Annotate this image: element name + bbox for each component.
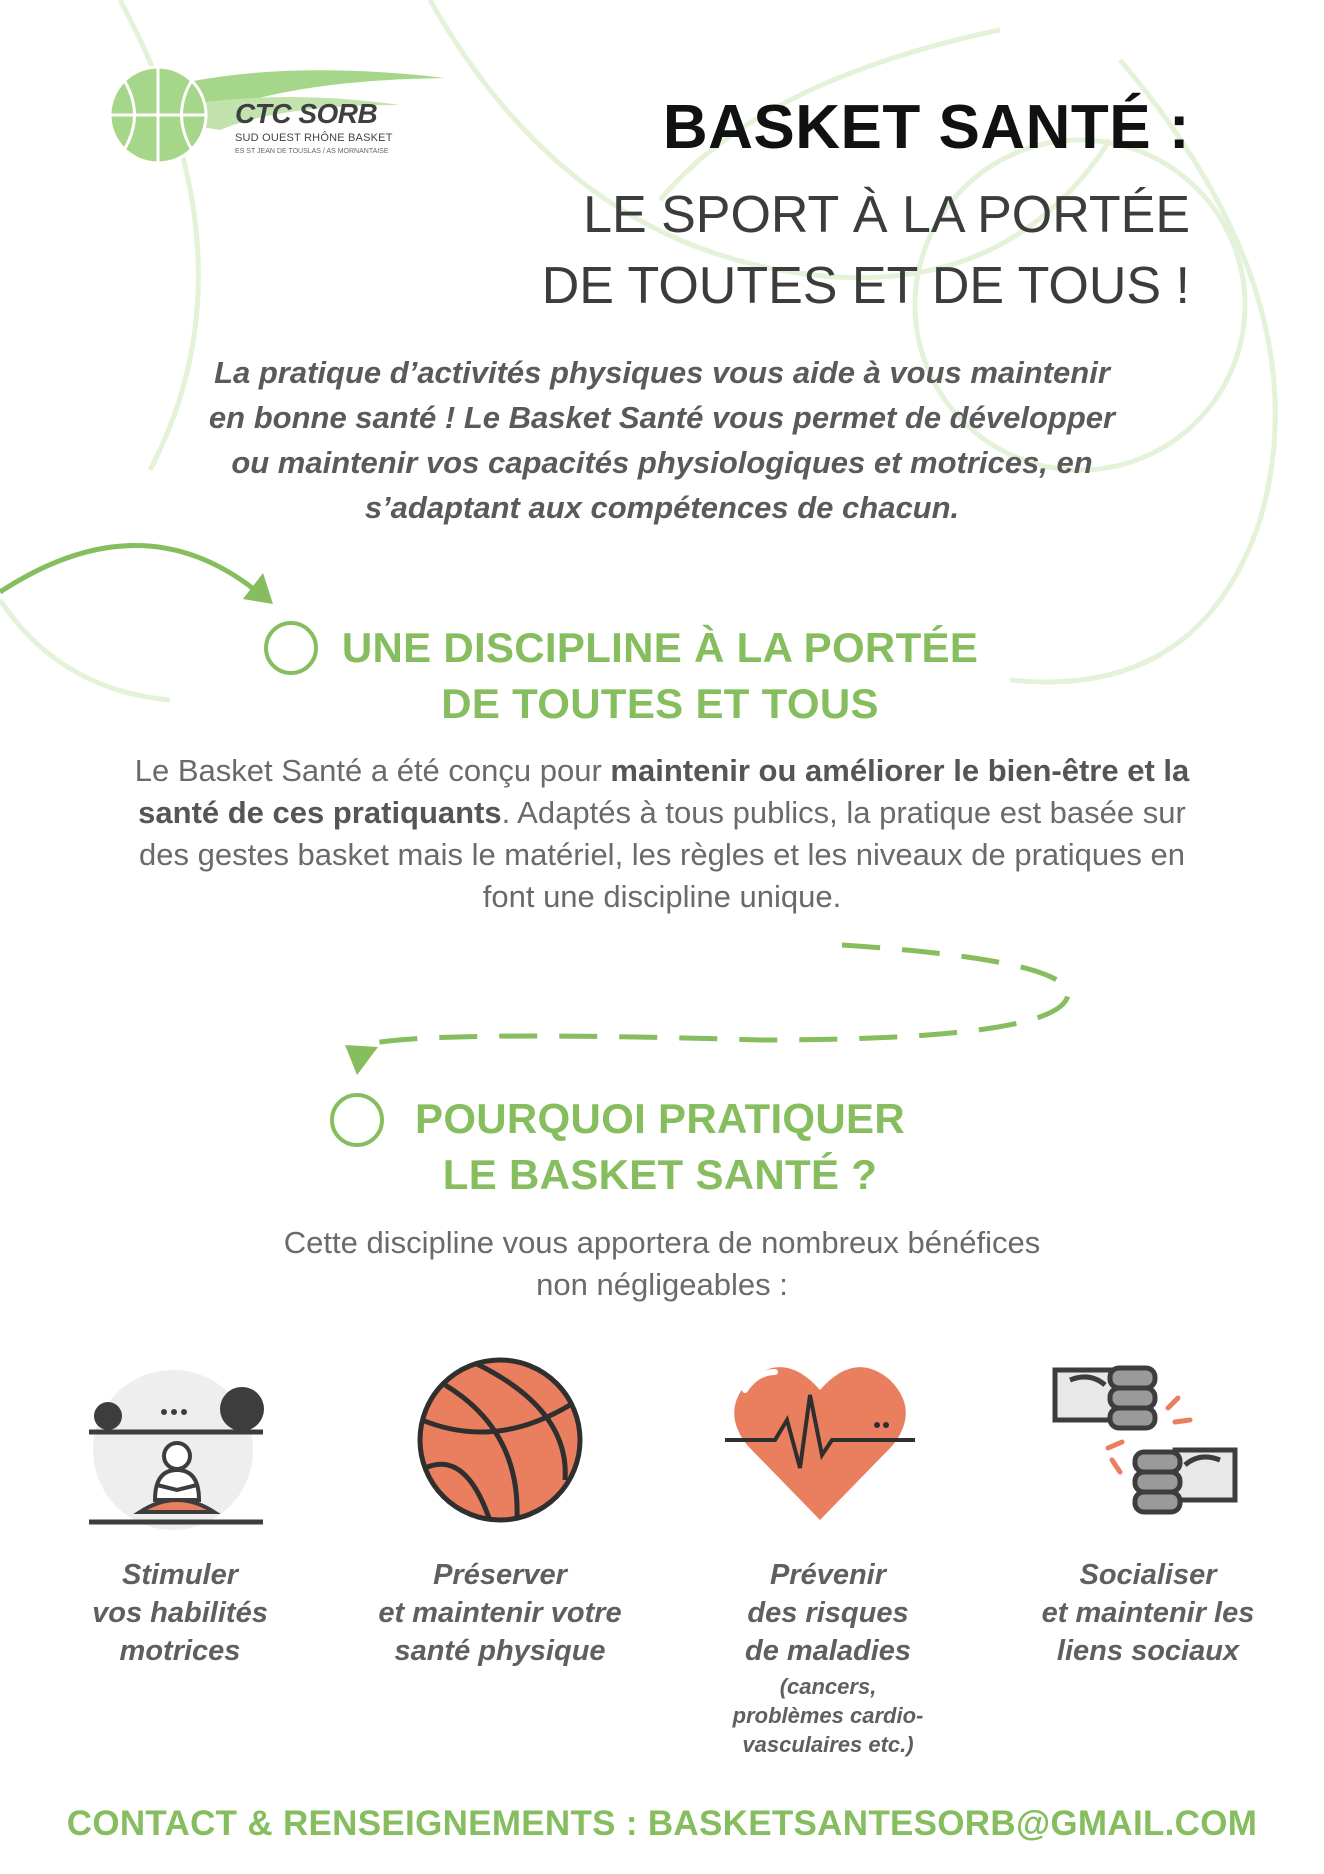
benefit-note-line: (cancers, bbox=[779, 1674, 877, 1699]
benefit-line: et maintenir les bbox=[1041, 1597, 1255, 1629]
benefit-line: santé physique bbox=[394, 1635, 606, 1667]
paragraph-line: Cette discipline vous apportera de nombreux bénéfices bbox=[283, 1225, 1041, 1260]
benefit-label-motor-skills bbox=[15, 1556, 345, 1670]
court-line-bottom-left bbox=[0, 600, 170, 700]
heart-pulse-icon bbox=[725, 1350, 915, 1530]
benefit-line: vos habilités bbox=[92, 1597, 268, 1629]
intro-line: ou maintenir vos capacités physiologiques et motrices, en bbox=[231, 445, 1093, 480]
section-heading-line: UNE DISCIPLINE À LA PORTÉE bbox=[341, 624, 979, 671]
intro-line: s’adaptant aux compétences de chacun. bbox=[364, 490, 960, 525]
page-title: BASKET SANTÉ : bbox=[662, 93, 1190, 162]
section-heading-line: DE TOUTES ET TOUS bbox=[441, 680, 879, 727]
benefit-line: liens sociaux bbox=[1056, 1635, 1240, 1667]
logo-clubs: ES ST JEAN DE TOUSLAS / AS MORNANTAISE bbox=[235, 148, 389, 155]
section-heading bbox=[320, 620, 1000, 732]
section-heading-line: LE BASKET SANTÉ ? bbox=[442, 1151, 878, 1198]
paragraph-text: Le Basket Santé a été conçu pour bbox=[134, 753, 611, 788]
curved-arrow bbox=[0, 545, 255, 592]
contact-line: CONTACT & RENSEIGNEMENTS : BASKETSANTESORB@GMAIL.COM bbox=[66, 1804, 1258, 1843]
arrow-head-icon bbox=[243, 573, 273, 604]
dashed-arrow bbox=[365, 945, 1068, 1045]
paragraph-emphasis: maintenir ou améliorer le bien-être et la santé de ces pratiquants bbox=[138, 753, 1190, 830]
benefit-note-line: problèmes cardio- bbox=[732, 1703, 924, 1728]
benefit-label-physical-health bbox=[335, 1556, 665, 1670]
page-subtitle bbox=[542, 180, 1190, 322]
fist-bump-icon bbox=[1050, 1350, 1240, 1530]
benefit-line: Préserver bbox=[433, 1559, 567, 1591]
intro-line: en bonne santé ! Le Basket Santé vous permet de développer bbox=[208, 400, 1116, 435]
subtitle-line: LE SPORT À LA PORTÉE bbox=[583, 186, 1190, 244]
paragraph-text: . Adaptés à tous publics, la pratique est basée sur des gestes basket mais le matériel, les règles et les niveaux de pratiques en font une discipline unique. bbox=[139, 795, 1186, 914]
benefit-line: et maintenir votre bbox=[378, 1597, 622, 1629]
logo-name: CTC SORB bbox=[235, 98, 378, 129]
benefit-note-line: vasculaires etc.) bbox=[742, 1732, 914, 1757]
section-heading-line: POURQUOI PRATIQUER bbox=[415, 1095, 905, 1142]
club-logo bbox=[100, 60, 460, 170]
benefit-line: de maladies bbox=[744, 1635, 912, 1667]
intro-line: La pratique d’activités physiques vous aide à vous maintenir bbox=[214, 355, 1110, 390]
dashed-arrow-head-icon bbox=[345, 1045, 378, 1075]
section-heading bbox=[380, 1091, 940, 1203]
intro-text bbox=[130, 350, 1194, 530]
paragraph-line: non négligeables : bbox=[536, 1267, 788, 1302]
benefit-line: Prévenir bbox=[769, 1559, 887, 1591]
section-paragraph bbox=[130, 1222, 1194, 1306]
benefit-label-disease-prevention bbox=[663, 1556, 993, 1759]
benefit-note bbox=[663, 1672, 993, 1759]
benefit-label-social-ties bbox=[983, 1556, 1313, 1670]
benefit-line: Stimuler bbox=[121, 1559, 239, 1591]
benefit-line: motrices bbox=[119, 1635, 241, 1667]
benefit-line: des risques bbox=[747, 1597, 909, 1629]
subtitle-line: DE TOUTES ET DE TOUS ! bbox=[541, 257, 1190, 315]
benefit-line: Socialiser bbox=[1079, 1559, 1217, 1591]
logo-subtitle: SUD OUEST RHÔNE BASKET bbox=[235, 132, 393, 144]
basketball-icon bbox=[405, 1350, 595, 1530]
section-bullet-icon bbox=[266, 623, 316, 673]
section-paragraph bbox=[130, 750, 1194, 918]
section-bullet-icon bbox=[332, 1095, 382, 1145]
meditation-icon bbox=[85, 1350, 275, 1530]
